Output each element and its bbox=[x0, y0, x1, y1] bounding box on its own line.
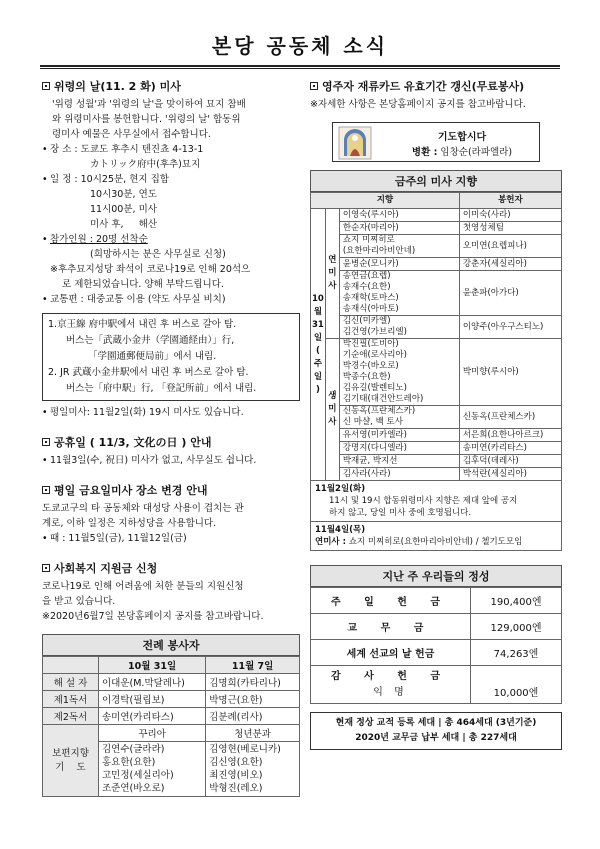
memorial-warning-2: 로 제한되었습니다. 양해 부탁드립니다. bbox=[62, 279, 224, 290]
memorial-schedule: • 일 정 : 10시25분, 현지 집합 bbox=[42, 172, 300, 187]
servers-section bbox=[42, 634, 300, 797]
table-row: 유서영(미카엘라) 서은희(요한나아르크) bbox=[311, 429, 562, 442]
square-bullet-icon bbox=[42, 438, 50, 446]
table-row: 주 일 헌 금 190,400엔 bbox=[311, 588, 562, 614]
right-column bbox=[310, 70, 562, 750]
table-row: 김연수(글라라) 홍요한(요한) 고민정(세실리아) 조준연(바오로) 김영현(베로니카) 김신영(요한) 최진영(비오) 박형진(레오) bbox=[43, 742, 300, 797]
mass-note-nov4: 11월4일(목) 연미사 : 쇼지 미찌히로(요한마리아비안네) / 첼기도모임 bbox=[310, 522, 562, 551]
square-bullet-icon bbox=[42, 564, 50, 572]
table-row: 강명지(다니엘라) 송미연(카리타스) bbox=[311, 442, 562, 455]
page-header bbox=[40, 30, 560, 69]
memorial-place: • 장 소 : 도쿄도 후추시 텐진쵸 4-13-1 bbox=[42, 142, 300, 157]
square-bullet-icon bbox=[42, 486, 50, 494]
group-cell-requiem: 연 미 사 bbox=[325, 209, 339, 339]
title-rule bbox=[40, 65, 560, 69]
table-row: 교 무 금 129,000엔 bbox=[311, 614, 562, 640]
table-row: 제1독서 이경탁(필립보) 박명근(요한) bbox=[43, 691, 300, 708]
page-title: 본당 공동체 소식 bbox=[211, 34, 389, 58]
date-cell: 10 월 31 일 ( 주 일 ) bbox=[311, 209, 326, 481]
welfare-text: 코로나19로 인해 어려움에 처한 분들의 지원신청 을 받고 있습니다. bbox=[42, 581, 244, 607]
square-bullet-icon bbox=[42, 82, 50, 90]
welfare-note: ※2020년6월7일 본당홈페이지 공지를 참고바랍니다. bbox=[42, 611, 264, 622]
memorial-attendance-note: (희망하시는 분은 사무실로 신청) bbox=[90, 249, 226, 260]
table-row: 윤병순(모니카) 강춘자(세실리아) bbox=[311, 258, 562, 271]
header-cell: 10월 31일 bbox=[99, 657, 206, 674]
header-cell bbox=[43, 657, 99, 674]
bus-directions-box: 1.京王線 府中駅에서 내린 후 버스로 갈아 탐. 버스는「武蔵小金井（学園通経由）」行, 「学園通郵便局前」에서 내림. 2. JR 武蔵小金井駅에서 내린 후 버스로 갈아 탐. 버스는「府中駅」行, 「登記所前」에서 내림. bbox=[42, 313, 300, 401]
weekday-mass-note: • 평일미사: 11월2일(화) 19시 미사도 있습니다. bbox=[42, 405, 300, 420]
section-friday-mass-heading: 평일 금요일미사 장소 변경 안내 bbox=[42, 482, 300, 498]
offering-table bbox=[310, 587, 562, 704]
notice-text: 병환 : 임창순(라파엘라) bbox=[411, 147, 513, 158]
group-cell-living: 생 미 사 bbox=[325, 339, 339, 481]
mass-intentions-section bbox=[310, 170, 562, 551]
praying-window-icon bbox=[338, 126, 372, 160]
offering-section bbox=[310, 565, 562, 750]
table-row: 쇼지 미찌히로 (요한마리아비안네) 오미연(요렙피나) bbox=[311, 235, 562, 258]
schedule-line: 10시30분, 연도 bbox=[90, 189, 157, 200]
table-row: 신동옥(프란체스카) 신 마샬, 백 토사 신동옥(프란체스카) bbox=[311, 406, 562, 429]
residence-card-note: ※자세한 사항은 본당홈페이지 공지를 참고바랍니다. bbox=[310, 99, 526, 110]
table-row: 해 설 자 이대운(M.막달레나) 김명희(카타리나) bbox=[43, 674, 300, 691]
schedule-line: 11시00분, 미사 bbox=[90, 204, 157, 215]
offering-title: 지난 주 우리들의 정성 bbox=[310, 565, 562, 587]
servers-table bbox=[42, 656, 300, 797]
memorial-place-2: カトリック府中(후추)묘지 bbox=[90, 159, 201, 170]
memorial-warning: ※후추묘지성당 좌석이 코로나19로 인해 20석으 bbox=[50, 264, 251, 275]
memorial-transit: • 교통편 : 대중교통 이용 (약도 사무실 비치) bbox=[42, 292, 300, 307]
left-column bbox=[42, 70, 300, 797]
table-row: 한순자(마리아) 첫영성체팀 bbox=[311, 222, 562, 235]
friday-mass-when: • 때 : 11월5일(금), 11월12일(금) bbox=[42, 531, 300, 546]
section-holiday-heading: 공휴일 ( 11/3, 文化の日 ) 안내 bbox=[42, 434, 300, 450]
table-row: 10 월 31 일 ( 주 일 ) 연 미 사 이영숙(루시아) 이미숙(사라) bbox=[311, 209, 562, 222]
table-row: 생 미 사 박진필(도비아) 기순애(로사리아) 박경수(바오로) 박종수(요한) 김유길(발렌티노) 김기태(대건안드레아) 박미향(루시아) bbox=[311, 339, 562, 406]
header-cell: 지향 bbox=[311, 193, 460, 209]
table-row: 김사라(사라) 박석란(세실리아) bbox=[311, 468, 562, 481]
friday-mass-text: 도쿄교구의 타 공동체와 대성당 사용이 겹치는 관 계로, 이하 일정은 지하성당을 사용합니다. bbox=[42, 503, 244, 529]
memorial-intro: '위령 성월'과 '위령의 날'을 맞이하여 묘지 참배 와 위령미사를 봉헌합니다. '위령의 날' 합동위 령미사 예물은 사무실에서 접수합니다. bbox=[52, 99, 246, 140]
servers-title: 전례 봉사자 bbox=[42, 634, 300, 656]
header-cell: 봉헌자 bbox=[459, 193, 561, 209]
section-memorial-mass-heading: 위령의 날(11. 2 화) 미사 bbox=[42, 78, 300, 94]
schedule-line: 미사 후, 해산 bbox=[90, 219, 158, 230]
holiday-text: • 11월3일(수, 祝日) 미사가 없고, 사무실도 쉽니다. bbox=[42, 453, 300, 468]
table-row: 세계 선교의 날 헌금 74,263엔 bbox=[311, 640, 562, 666]
table-row: 김신(미카엘) 김건영(가브리엘) 이양주(아우구스티노) bbox=[311, 316, 562, 339]
notice-title: 기도합시다 bbox=[437, 132, 487, 143]
mass-note-nov2: 11월2일(화) 11시 및 19시 합동위령미사 지향은 제대 앞에 공지 하지 않고, 당일 미사 중에 호명됩니다. bbox=[310, 481, 562, 522]
table-row: 보편지향 기 도 꾸리아 청년분과 bbox=[43, 725, 300, 742]
registration-summary: 현재 정상 교적 등록 세대 | 총 464세대 (3년기준) 2020년 교무금 납부 세대 | 총 227세대 bbox=[310, 712, 562, 750]
table-row: 송연금(요렙) 송재수(요한) 송재학(토마스) 송재식(아마토) 윤춘파(아가다) bbox=[311, 271, 562, 316]
prayer-notice-box bbox=[332, 122, 540, 162]
mass-intentions-table bbox=[310, 192, 562, 481]
header-cell: 11월 7일 bbox=[206, 657, 300, 674]
table-row: 박재균, 박지선 김후덕(데레사) bbox=[311, 455, 562, 468]
section-welfare-heading: 사회복지 지원금 신청 bbox=[42, 560, 300, 576]
mass-intentions-title: 금주의 미사 지향 bbox=[310, 170, 562, 192]
table-row: 제2독서 송미연(카리타스) 김분례(리사) bbox=[43, 708, 300, 725]
section-residence-card-heading: 영주자 재류카드 유효기간 갱신(무료봉사) bbox=[310, 78, 562, 94]
table-row: 감 사 헌 금 익 명 10,000엔 bbox=[311, 666, 562, 704]
square-bullet-icon bbox=[310, 82, 318, 90]
memorial-attendance: • 참가인원 : 20명 선착순 bbox=[42, 232, 300, 247]
